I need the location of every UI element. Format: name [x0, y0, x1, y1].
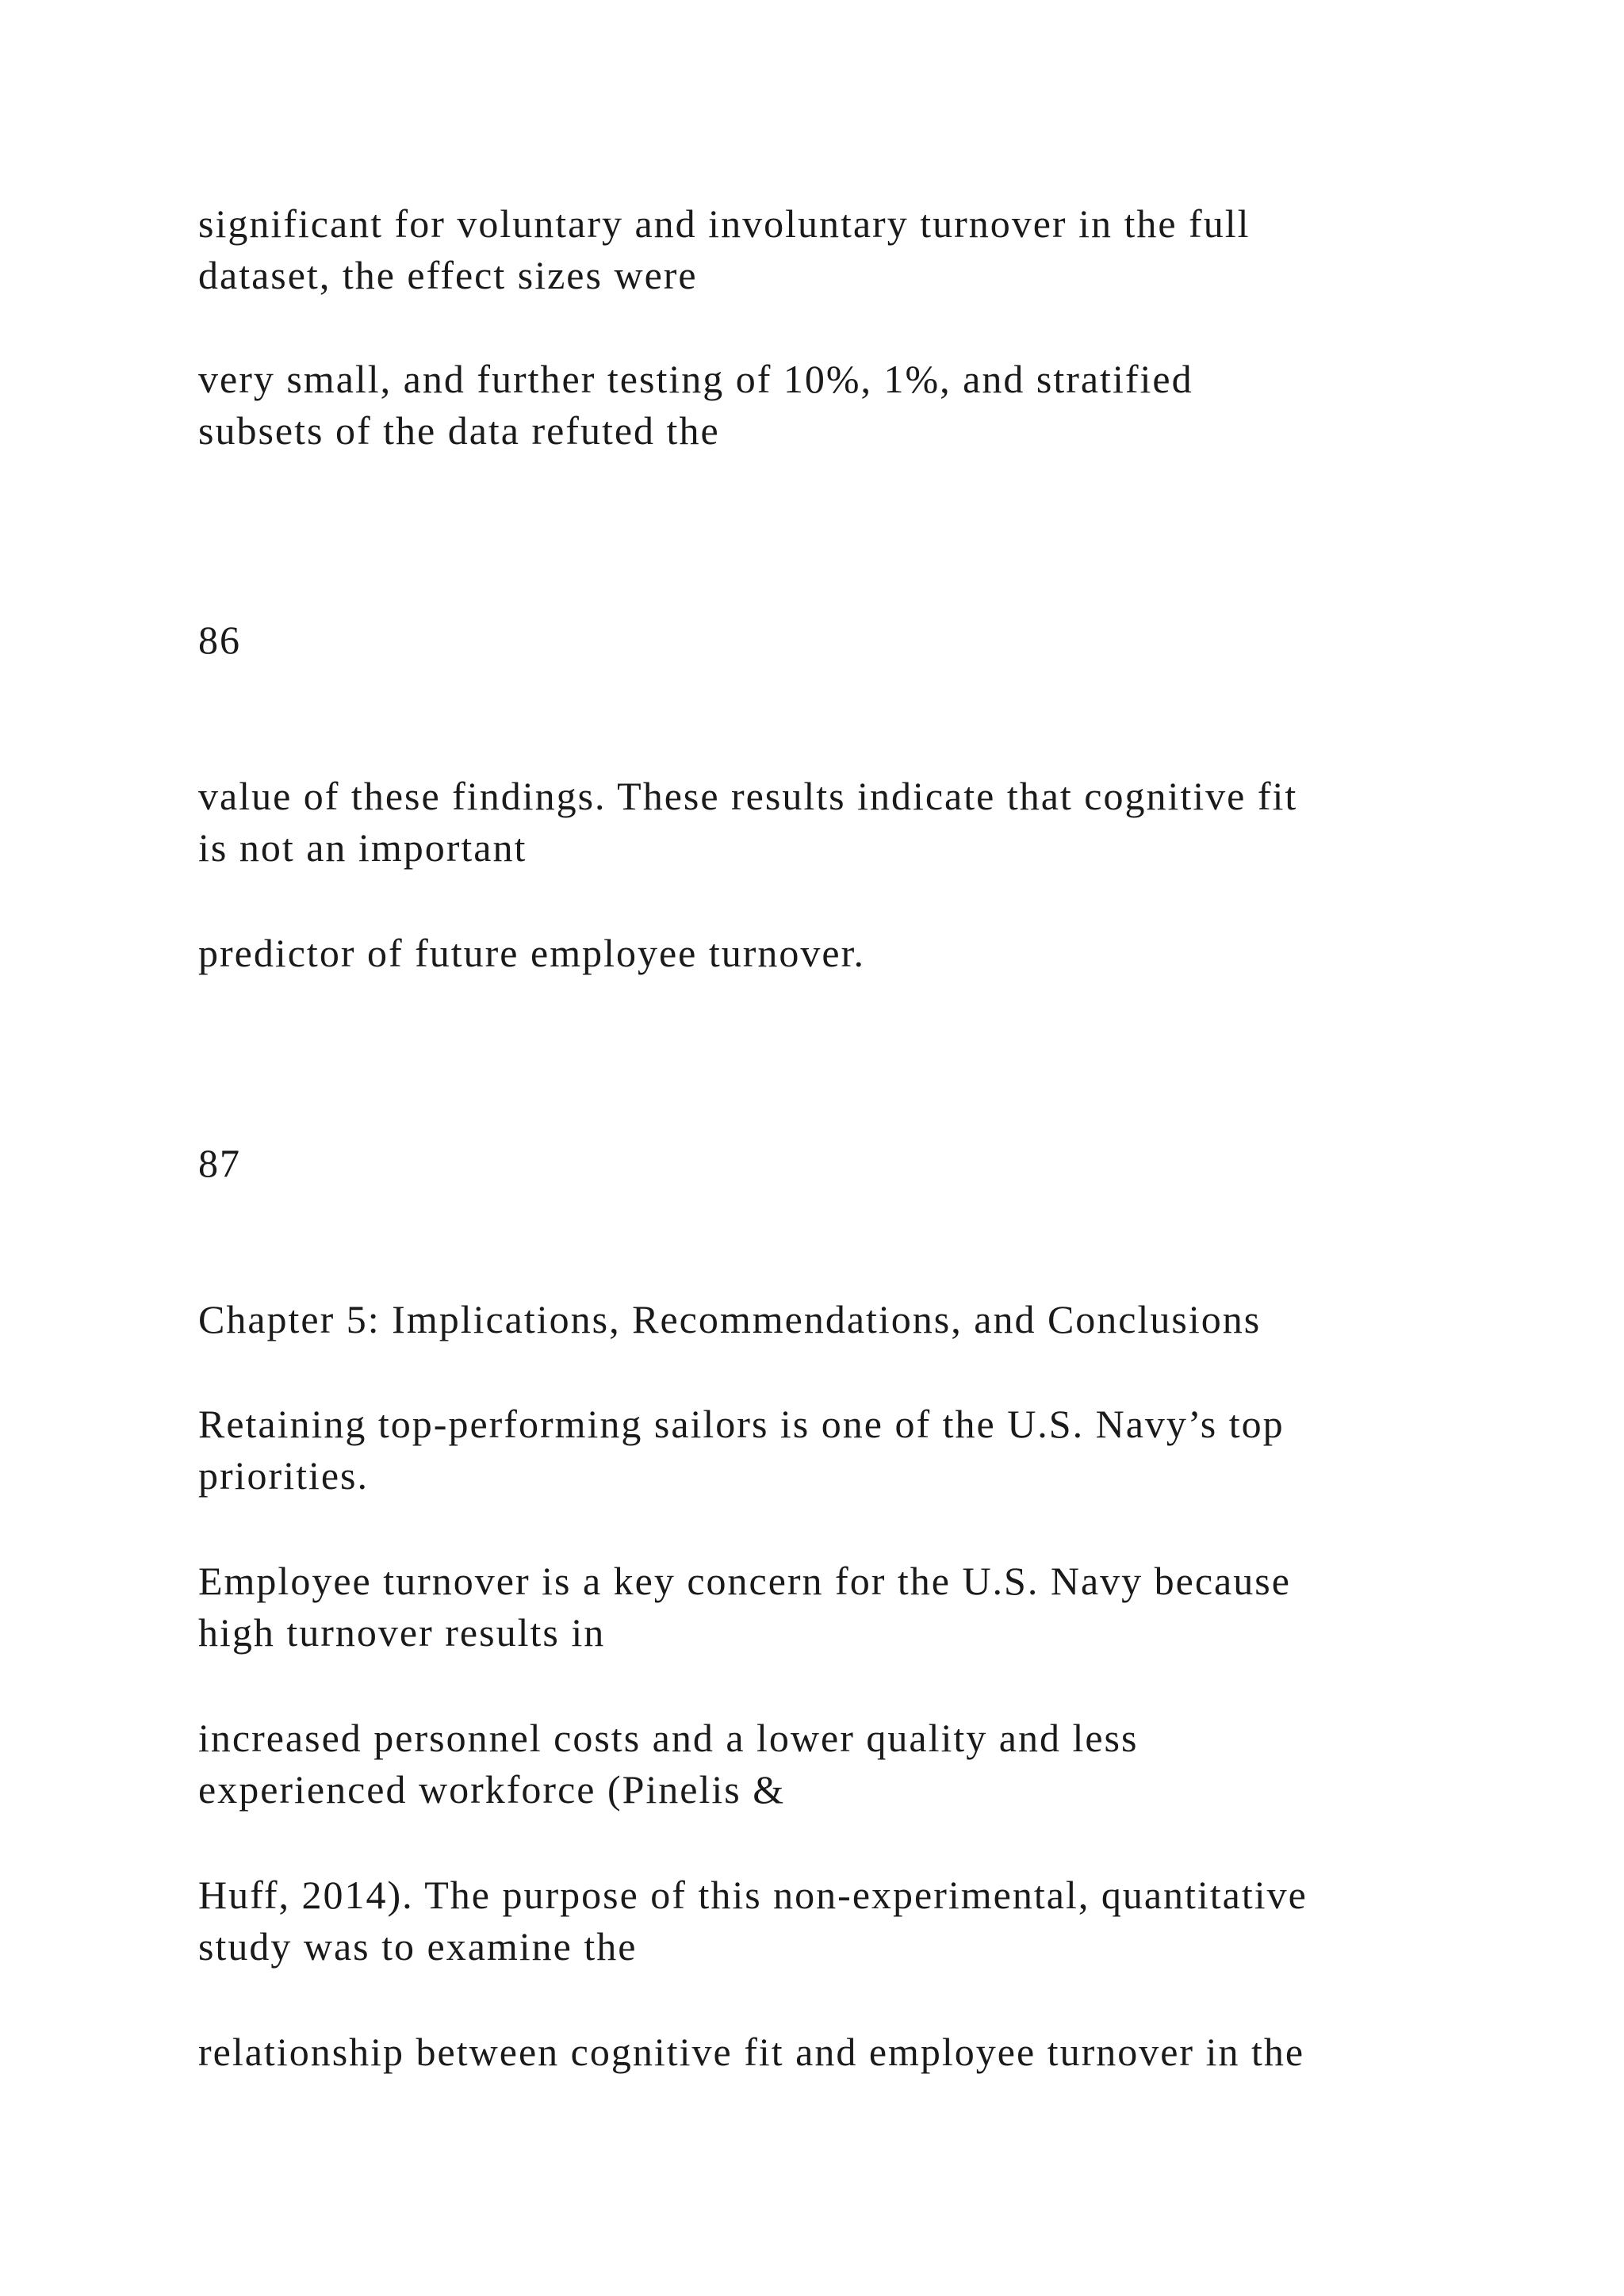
text-line: increased personnel costs and a lower quality and less: [198, 1716, 1139, 1760]
text-line: experienced workforce (Pinelis &: [198, 1767, 786, 1812]
text-line: high turnover results in: [198, 1610, 606, 1655]
text-line: Employee turnover is a key concern for the U.S. Navy because: [198, 1559, 1291, 1603]
text-line: relationship between cognitive fit and employee turnover in the: [198, 2030, 1305, 2074]
text-line: value of these findings. These results indicate that cognitive fit: [198, 774, 1298, 818]
text-line: significant for voluntary and involuntary turnover in the full: [198, 201, 1251, 246]
text-line: subsets of the data refuted the: [198, 408, 720, 453]
page-number: 86: [198, 618, 241, 662]
text-line: is not an important: [198, 825, 527, 870]
text-line: Retaining top-performing sailors is one of the U.S. Navy’s top: [198, 1402, 1285, 1446]
text-line: very small, and further testing of 10%, 1%, and stratified: [198, 357, 1193, 401]
text-line: priorities.: [198, 1453, 370, 1498]
text-line: Huff, 2014). The purpose of this non-experimental, quantitative: [198, 1873, 1308, 1917]
page-number: 87: [198, 1141, 241, 1185]
text-line: dataset, the effect sizes were: [198, 253, 698, 297]
chapter-heading: Chapter 5: Implications, Recommendations, and Conclusions: [198, 1297, 1262, 1341]
text-line: study was to examine the: [198, 1924, 638, 1969]
text-line: predictor of future employee turnover.: [198, 931, 865, 975]
